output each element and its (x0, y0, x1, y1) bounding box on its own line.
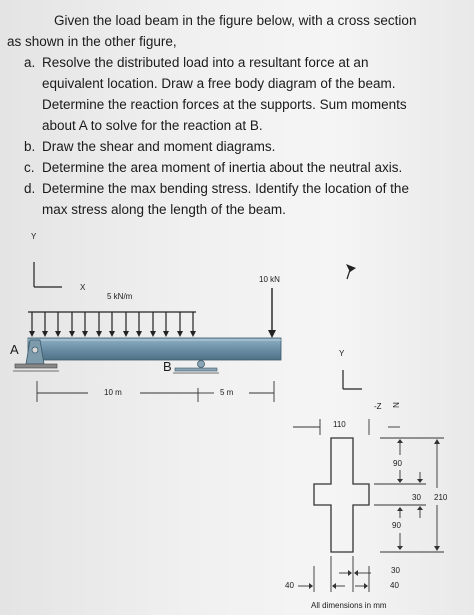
part-a-marker: a. (24, 55, 36, 70)
part-d-marker: d. (24, 181, 36, 196)
distributed-load-arrows (28, 312, 196, 337)
beam-axis-icon (34, 262, 62, 287)
roller-support-b-icon (173, 361, 219, 374)
dim-left-40-label: 40 (285, 581, 294, 590)
beam-body (28, 338, 281, 360)
load-arrow-icon (55, 312, 61, 337)
part-c-text: Determine the area moment of inertia about the neutral axis. (42, 160, 403, 175)
load-arrow-icon (150, 312, 156, 337)
cursor-arrow-icon (346, 264, 356, 279)
dim-flange-label: 30 (412, 493, 421, 502)
dim-right-40-label: 40 (390, 581, 399, 590)
load-arrow-icon (109, 312, 115, 337)
load-arrow-icon (177, 312, 183, 337)
part-a-line-3: Determine the reaction forces at the supports. Sum moments (42, 97, 407, 112)
point-load-label: 10 kN (259, 275, 280, 284)
dim-upper-label: 90 (393, 459, 402, 468)
part-a-line-1: Resolve the distributed load into a resultant force at an (42, 55, 369, 70)
cross-section-shape (314, 438, 369, 552)
span-overhang-label: 5 m (220, 388, 234, 397)
load-arrow-icon (42, 312, 48, 337)
section-y-axis-label: Y (339, 349, 345, 358)
part-b-marker: b. (24, 139, 36, 154)
load-arrow-icon (163, 312, 169, 337)
dim-lower-label: 90 (392, 521, 401, 530)
section-n-axis-label: N (390, 402, 400, 408)
top-width-label: 110 (333, 420, 346, 429)
part-d-line-2: max stress along the length of the beam. (42, 202, 286, 217)
load-arrow-icon (96, 312, 102, 337)
support-a-label: A (10, 342, 19, 357)
part-a-line-2: equivalent location. Draw a free body diagram of the beam. (42, 76, 396, 91)
span-ab-label: 10 m (104, 388, 122, 397)
part-a-line-4: about A to solve for the reaction at B. (42, 118, 263, 133)
part-c-marker: c. (24, 160, 35, 175)
dim-total-label: 210 (434, 493, 448, 502)
support-b-label: B (163, 359, 172, 374)
load-arrow-icon (190, 312, 196, 337)
section-axis-icon (343, 370, 362, 389)
load-arrow-icon (136, 312, 142, 337)
part-d-line-1: Determine the max bending stress. Identify the location of the (42, 181, 409, 196)
problem-intro-line-1: Given the load beam in the figure below, with a cross section (54, 13, 417, 28)
top-width-dimension (293, 419, 400, 435)
dimensions-note: All dimensions in mm (311, 601, 387, 610)
load-arrow-icon (69, 312, 75, 337)
beam-span-dimension (37, 381, 274, 402)
distributed-load-label: 5 kN/m (107, 292, 133, 301)
beam-y-axis-label: Y (31, 232, 37, 241)
point-load-arrow-icon (268, 288, 276, 338)
section-z-axis-label: -Z (374, 402, 382, 411)
dim-bottom-30-label: 30 (391, 566, 400, 575)
part-b-text: Draw the shear and moment diagrams. (42, 139, 276, 154)
load-arrow-icon (82, 312, 88, 337)
load-arrow-icon (29, 312, 35, 337)
problem-intro-line-2: as shown in the other figure, (7, 34, 177, 49)
beam-x-axis-label: X (80, 283, 86, 292)
load-arrow-icon (123, 312, 129, 337)
section-bottom-dimensions (298, 556, 371, 592)
